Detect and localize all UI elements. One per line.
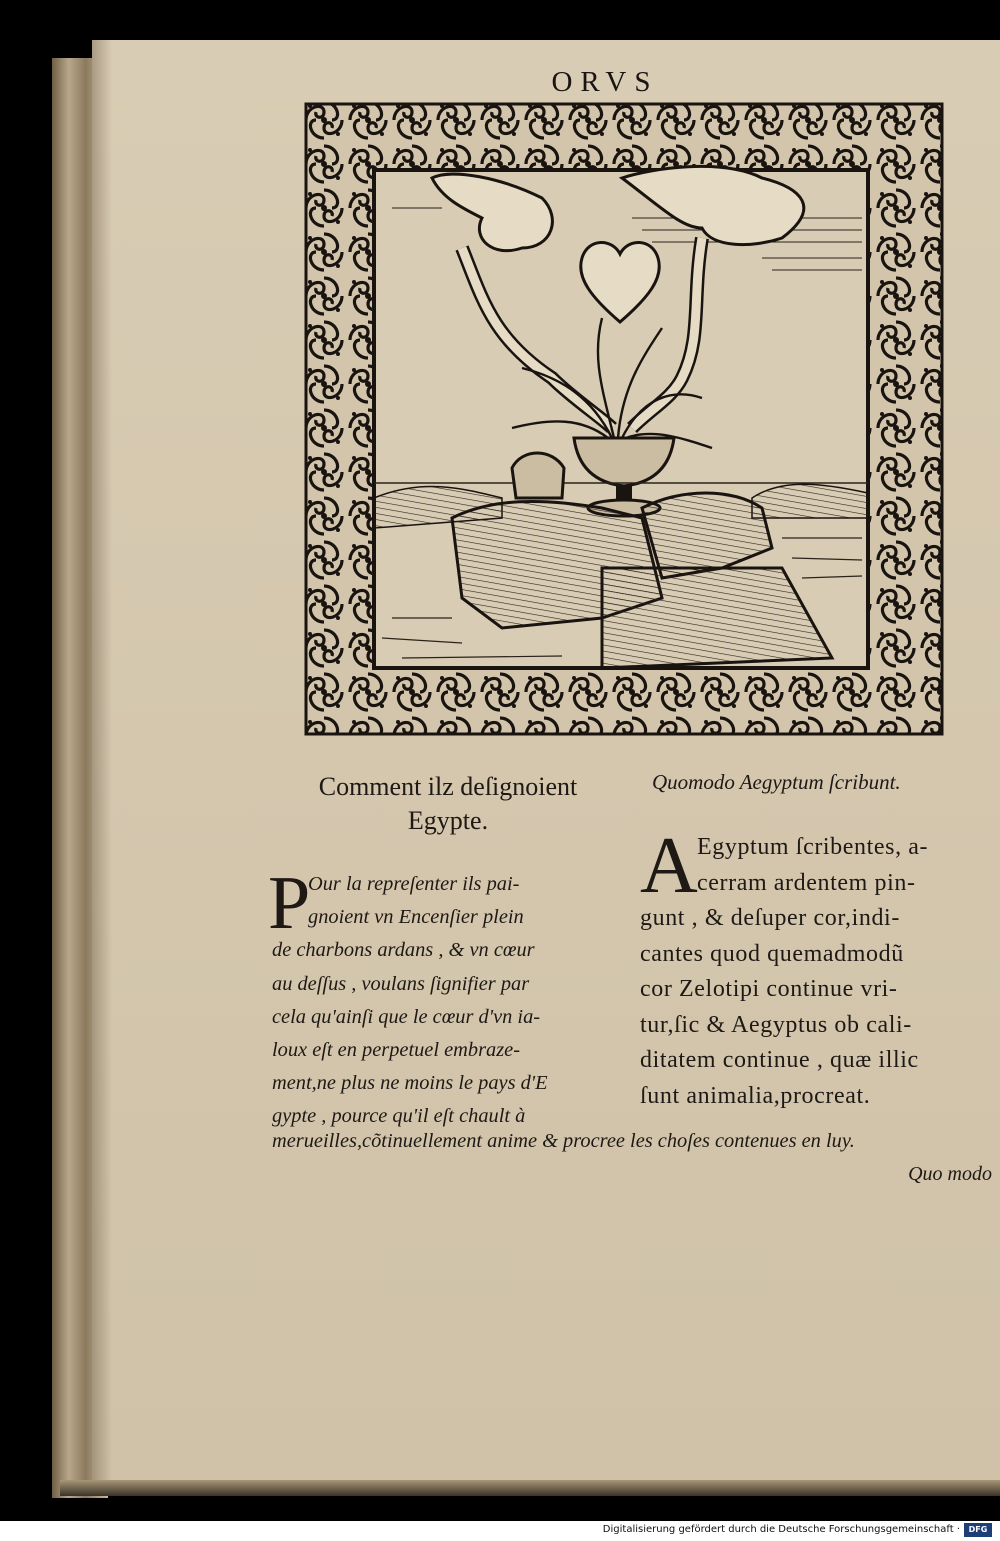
latin-line: Egyptum ſcribentes, a- bbox=[697, 834, 929, 860]
french-line: Our la repreſenter ils pai- bbox=[308, 873, 520, 895]
latin-line: ditatem continue , quæ illic bbox=[640, 1047, 919, 1073]
latin-line: tur,ſic & Aegyptus ob cali- bbox=[640, 1011, 912, 1038]
gutter-shadow bbox=[92, 40, 112, 1485]
latin-line: cerram ardentem pin- bbox=[697, 869, 916, 896]
woodcut-illustration bbox=[302, 98, 948, 740]
latin-drop-cap: A bbox=[640, 822, 698, 910]
french-line: au deſſus , voulans ſignifier par bbox=[272, 972, 530, 995]
latin-paragraph bbox=[640, 822, 990, 1114]
french-line: gypte , pource qu'il eſt chault à bbox=[272, 1105, 526, 1128]
latin-heading: Quomodo Aegyptum ſcribunt. bbox=[652, 770, 901, 794]
latin-line: ſunt animalia,procreat. bbox=[640, 1082, 871, 1109]
french-line: loux eſt en perpetuel embraze- bbox=[272, 1039, 521, 1062]
book-bottom-edge bbox=[60, 1480, 1000, 1496]
french-paragraph bbox=[272, 868, 617, 1134]
digitization-footer bbox=[0, 1521, 1000, 1541]
footer-credit: Digitalisierung gefördert durch die Deutsche Forschungsgemeinschaft · bbox=[602, 1524, 960, 1535]
french-drop-cap: P bbox=[268, 861, 311, 945]
latin-line: cor Zelotipi continue vri- bbox=[640, 976, 898, 1002]
french-line: gnoient vn Encenſier plein bbox=[308, 906, 524, 929]
french-heading bbox=[268, 770, 628, 838]
french-line: de charbons ardans , & vn cœur bbox=[272, 939, 535, 962]
french-line: cela qu'ainſi que le cœur d'vn ia- bbox=[272, 1005, 541, 1028]
catchword: Quo modo bbox=[908, 1163, 992, 1185]
french-heading-line2: Egypte. bbox=[407, 806, 489, 835]
dfg-logo: DFG bbox=[964, 1523, 992, 1537]
french-heading-line1: Comment ilz deſignoient bbox=[318, 772, 578, 801]
running-head: ORVS bbox=[551, 66, 659, 98]
french-continuation-line: merueilles,cõtinuellement anime & procree les choſes contenues en luy. bbox=[272, 1130, 855, 1152]
latin-line: gunt , & deſuper cor,indi- bbox=[640, 905, 900, 931]
french-line: ment,ne plus ne moins le pays d'E bbox=[272, 1072, 548, 1095]
latin-line: cantes quod quemadmodũ bbox=[640, 940, 904, 967]
